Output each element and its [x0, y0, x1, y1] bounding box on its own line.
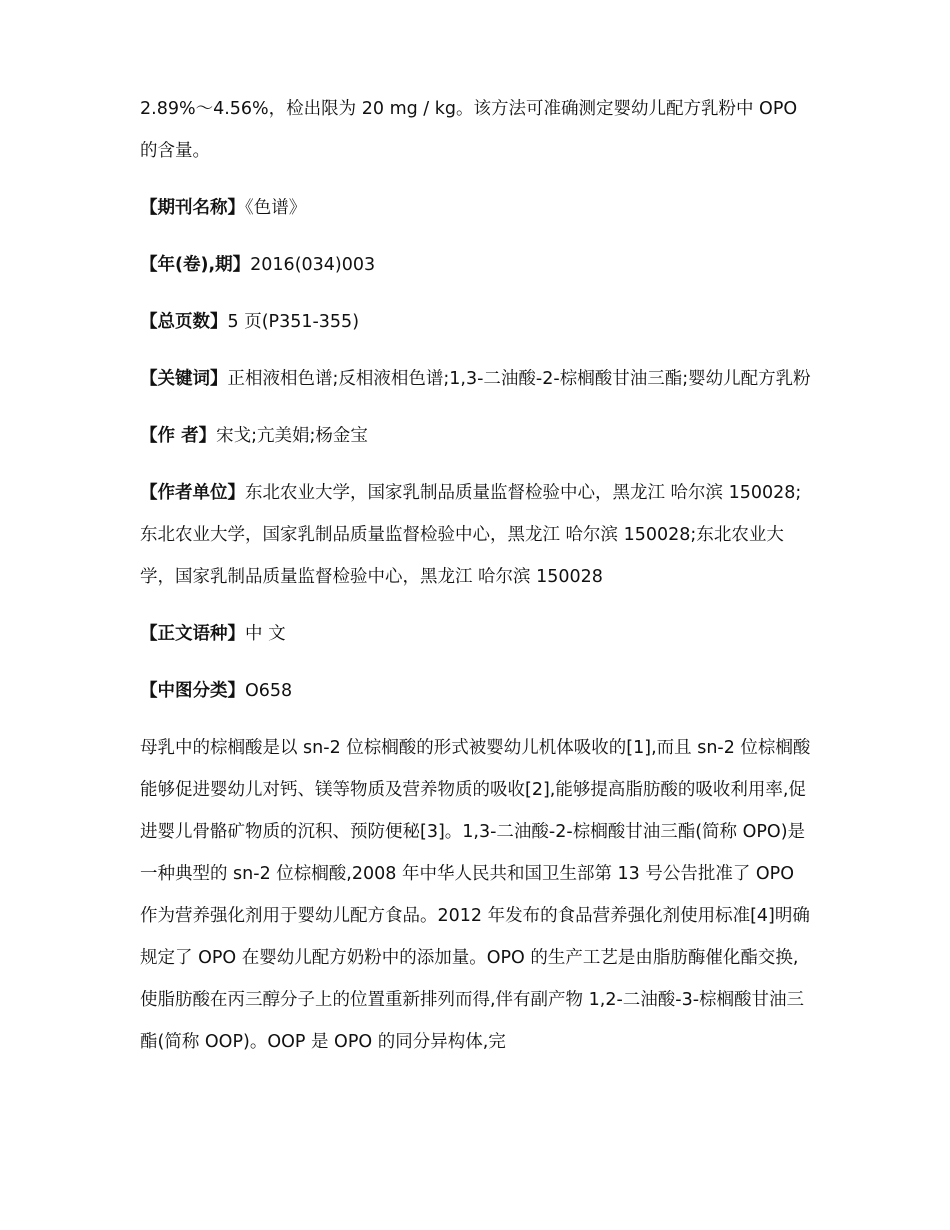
- field-keywords: [140, 358, 812, 400]
- abstract-tail: 2.89%～4.56%，检出限为 20 mg / kg。该方法可准确测定婴幼儿配方乳粉中 OPO 的含量。: [140, 99, 798, 161]
- field-label: 【年(卷),期】: [140, 255, 251, 275]
- field-author-affiliation: [140, 472, 812, 598]
- field-value: 《色谱》: [245, 198, 307, 218]
- field-label: 【正文语种】: [140, 624, 245, 644]
- document-page: [140, 88, 812, 1078]
- field-journal-name: [140, 187, 812, 229]
- field-language: [140, 613, 812, 655]
- field-label: 【总页数】: [140, 312, 228, 332]
- field-label: 【作者单位】: [140, 483, 245, 503]
- field-authors: [140, 415, 812, 457]
- field-value: 中 文: [245, 624, 286, 644]
- field-label: 【作 者】: [140, 426, 217, 446]
- field-label: 【关键词】: [140, 369, 228, 389]
- field-value: O658: [245, 681, 293, 701]
- field-label: 【中图分类】: [140, 681, 245, 701]
- field-label: 【期刊名称】: [140, 198, 245, 218]
- field-value: 正相液相色谱;反相液相色谱;1,3-二油酸-2-棕榈酸甘油三酯;婴幼儿配方乳粉: [227, 369, 811, 389]
- field-classification: [140, 670, 812, 712]
- field-value: 东北农业大学，国家乳制品质量监督检验中心，黑龙江 哈尔滨 150028;东北农业大学，国家乳制品质量监督检验中心，黑龙江 哈尔滨 150028;东北农业大学，国家乳制品质量监督检验中心，黑龙江 哈尔滨 150028: [140, 483, 802, 587]
- field-year-volume-issue: [140, 244, 812, 286]
- body-paragraph: 母乳中的棕榈酸是以 sn-2 位棕榈酸的形式被婴幼儿机体吸收的[1],而且 sn-2 位棕榈酸能够促进婴幼儿对钙、镁等物质及营养物质的吸收[2],能够提高脂肪酸的吸收利用率,促进婴儿骨骼矿物质的沉积、预防便秘[3]。1,3-二油酸-2-棕榈酸甘油三酯(简称 OPO)是一种典型的 sn-2 位棕榈酸,2008 年中华人民共和国卫生部第 13 号公告批准了 OPO 作为营养强化剂用于婴幼儿配方食品。2012 年发布的食品营养强化剂使用标准[4]明确规定了 OPO 在婴幼儿配方奶粉中的添加量。OPO 的生产工艺是由脂肪酶催化酯交换,使脂肪酸在丙三醇分子上的位置重新排列而得,伴有副产物 1,2-二油酸-3-棕榈酸甘油三酯(简称 OOP)。OOP 是 OPO 的同分异构体,完: [140, 738, 811, 1052]
- field-value: 2016(034)003: [250, 255, 376, 275]
- field-value: 5 页(P351-355): [227, 312, 360, 332]
- field-total-pages: [140, 301, 812, 343]
- field-value: 宋戈;亢美娟;杨金宝: [216, 426, 368, 446]
